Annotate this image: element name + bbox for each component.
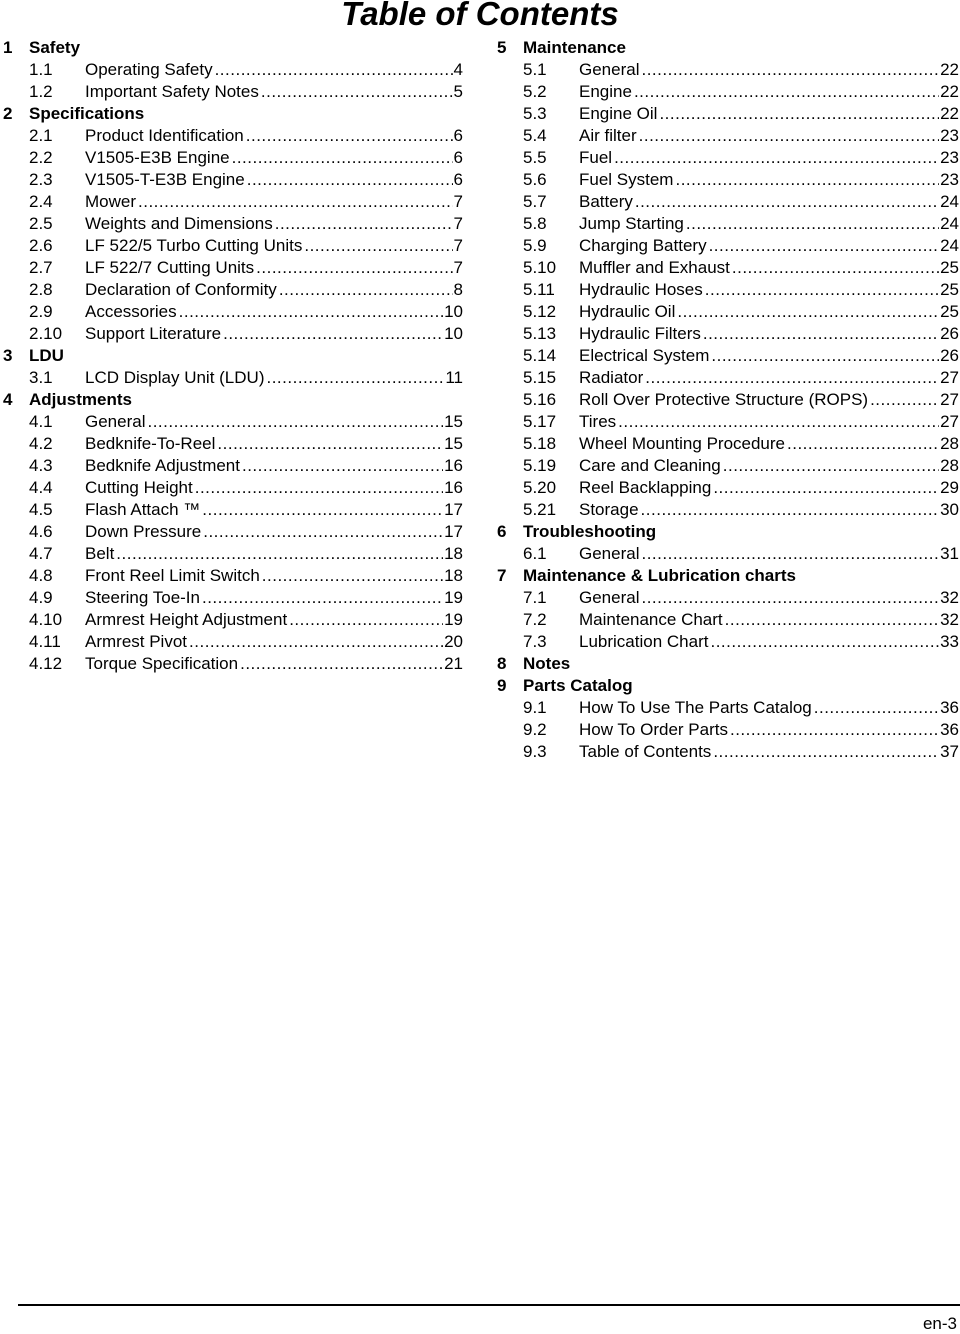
entry-page: 7 (453, 192, 463, 211)
section-number: 6 (497, 522, 507, 541)
entry-number: 9.1 (523, 698, 547, 717)
entry-title: Engine Oil (579, 104, 658, 123)
entry-number: 9.3 (523, 742, 547, 761)
section-title: Maintenance & Lubrication charts (523, 566, 796, 585)
entry-title: General (579, 544, 640, 563)
entry-page: 5 (453, 82, 463, 101)
dot-leader (614, 147, 939, 169)
dot-leader (195, 477, 443, 499)
entry-title: Charging Battery (579, 236, 707, 255)
entry-page: 17 (444, 500, 463, 519)
entry-page: 8 (453, 280, 463, 299)
toc-entry[interactable] (3, 565, 463, 587)
entry-number: 5.12 (523, 302, 557, 321)
dot-leader (256, 257, 452, 279)
section-title: Troubleshooting (523, 522, 657, 541)
toc-entry[interactable] (497, 345, 959, 367)
entry-number: 5.8 (523, 214, 547, 233)
entry-page: 11 (445, 368, 463, 387)
entry-title: Maintenance Chart (579, 610, 723, 629)
entry-page: 15 (444, 434, 463, 453)
dot-leader (639, 125, 939, 147)
section-number: 7 (497, 566, 507, 585)
toc-section-heading[interactable] (3, 37, 463, 59)
dot-leader (710, 631, 939, 653)
dot-leader (705, 279, 939, 301)
section-title: Parts Catalog (523, 676, 633, 695)
dot-leader (261, 81, 453, 103)
dot-leader (711, 345, 939, 367)
entry-number: 4.7 (29, 544, 53, 563)
section-title: LDU (29, 346, 64, 365)
toc-section-heading[interactable] (497, 521, 959, 543)
entry-page: 23 (940, 170, 959, 189)
entry-title: V1505-T-E3B Engine (85, 170, 245, 189)
section-title: Maintenance (523, 38, 626, 57)
entry-page: 26 (940, 324, 959, 343)
entry-title: Table of Contents (579, 742, 712, 761)
dot-leader (232, 147, 453, 169)
toc-entry[interactable] (3, 477, 463, 499)
dot-leader (634, 81, 939, 103)
entry-page: 15 (444, 412, 463, 431)
toc-entry[interactable] (497, 213, 959, 235)
entry-title: Air filter (579, 126, 637, 145)
entry-title: Care and Cleaning (579, 456, 721, 475)
dot-leader (641, 499, 940, 521)
dot-leader (262, 565, 443, 587)
entry-number: 4.4 (29, 478, 53, 497)
entry-number: 2.2 (29, 148, 53, 167)
dot-leader (618, 411, 939, 433)
toc-entry[interactable] (497, 499, 959, 521)
entry-page: 16 (444, 478, 463, 497)
entry-number: 7.1 (523, 588, 547, 607)
toc-entry[interactable] (3, 631, 463, 653)
entry-number: 2.9 (29, 302, 53, 321)
entry-number: 4.11 (29, 632, 61, 651)
entry-title: Fuel System (579, 170, 674, 189)
toc-entry[interactable] (497, 125, 959, 147)
entry-number: 2.1 (29, 126, 53, 145)
entry-page: 10 (444, 324, 463, 343)
toc-entry[interactable] (497, 477, 959, 499)
entry-page: 31 (940, 544, 959, 563)
entry-number: 5.18 (523, 434, 557, 453)
entry-page: 33 (940, 632, 959, 651)
entry-number: 4.10 (29, 610, 63, 629)
dot-leader (686, 213, 939, 235)
entry-page: 6 (453, 148, 463, 167)
dot-leader (730, 719, 939, 741)
toc-entry[interactable] (497, 59, 959, 81)
entry-page: 28 (940, 456, 959, 475)
entry-page: 23 (940, 126, 959, 145)
section-number: 8 (497, 654, 507, 673)
toc-section-heading[interactable] (3, 103, 463, 125)
toc-entry[interactable] (497, 81, 959, 103)
entry-number: 2.3 (29, 170, 53, 189)
entry-number: 4.9 (29, 588, 53, 607)
entry-page: 7 (453, 214, 463, 233)
entry-number: 5.7 (523, 192, 547, 211)
entry-page: 25 (940, 258, 959, 277)
entry-page: 19 (444, 610, 463, 629)
entry-title: General (85, 412, 146, 431)
entry-title: Tires (579, 412, 617, 431)
footer-page-number: en-3 (922, 1314, 957, 1333)
toc-entry[interactable] (497, 741, 959, 763)
section-number: 5 (497, 38, 507, 57)
entry-title: How To Use The Parts Catalog (579, 698, 812, 717)
entry-page: 27 (940, 368, 959, 387)
entry-page: 25 (940, 280, 959, 299)
dot-leader (641, 587, 939, 609)
dot-leader (723, 455, 939, 477)
entry-title: Front Reel Limit Switch (85, 566, 260, 585)
entry-title: Reel Backlapping (579, 478, 712, 497)
entry-number: 2.8 (29, 280, 53, 299)
entry-title: Cutting Height (85, 478, 193, 497)
section-number: 1 (3, 38, 13, 57)
toc-entry[interactable] (497, 235, 959, 257)
entry-title: Weights and Dimensions (85, 214, 273, 233)
section-number: 9 (497, 676, 507, 695)
entry-title: Lubrication Chart (579, 632, 709, 651)
entry-page: 29 (940, 478, 959, 497)
entry-title: Storage (579, 500, 639, 519)
entry-number: 7.2 (523, 610, 547, 629)
entry-title: Bedknife Adjustment (85, 456, 240, 475)
dot-leader (870, 389, 939, 411)
entry-title: Armrest Height Adjustment (85, 610, 288, 629)
entry-title: Bedknife-To-Reel (85, 434, 216, 453)
toc-entry[interactable] (497, 103, 959, 125)
toc-entry[interactable] (3, 499, 463, 521)
dot-leader (713, 477, 939, 499)
toc-entry[interactable] (3, 455, 463, 477)
entry-number: 3.1 (29, 368, 53, 387)
toc-entry[interactable] (3, 587, 463, 609)
entry-title: Accessories (85, 302, 177, 321)
entry-title: Mower (85, 192, 137, 211)
entry-title: Important Safety Notes (85, 82, 259, 101)
dot-leader (675, 169, 939, 191)
dot-leader (242, 455, 443, 477)
entry-title: Armrest Pivot (85, 632, 188, 651)
entry-page: 19 (444, 588, 463, 607)
dot-leader (266, 367, 444, 389)
toc-section-heading[interactable] (497, 565, 959, 587)
toc-entry[interactable] (497, 719, 959, 741)
entry-title: Steering Toe-In (85, 588, 200, 607)
entry-number: 5.5 (523, 148, 547, 167)
entry-number: 4.6 (29, 522, 53, 541)
toc-entry[interactable] (3, 81, 463, 103)
dot-leader (787, 433, 939, 455)
dot-leader (304, 235, 452, 257)
dot-leader (635, 191, 939, 213)
toc-entry[interactable] (497, 147, 959, 169)
entry-title: Support Literature (85, 324, 222, 343)
dot-leader (247, 169, 453, 191)
entry-page: 27 (940, 390, 959, 409)
entry-page: 4 (453, 60, 463, 79)
entry-number: 5.6 (523, 170, 547, 189)
entry-number: 5.9 (523, 236, 547, 255)
entry-title: General (579, 60, 640, 79)
dot-leader (202, 499, 443, 521)
entry-page: 7 (453, 258, 463, 277)
entry-title: Muffler and Exhaust (579, 258, 730, 277)
toc-entry[interactable] (497, 191, 959, 213)
entry-title: Battery (579, 192, 633, 211)
entry-title: Down Pressure (85, 522, 202, 541)
dot-leader (217, 433, 443, 455)
entry-title: Belt (85, 544, 115, 563)
toc-entry[interactable] (3, 521, 463, 543)
page-title: Table of Contents (341, 0, 619, 32)
entry-number: 4.5 (29, 500, 53, 519)
entry-title: LF 522/5 Turbo Cutting Units (85, 236, 303, 255)
entry-title: Hydraulic Oil (579, 302, 676, 321)
section-number: 2 (3, 104, 13, 123)
dot-leader (709, 235, 940, 257)
entry-number: 6.1 (523, 544, 547, 563)
toc-entry[interactable] (497, 279, 959, 301)
toc-entry[interactable] (497, 697, 959, 719)
toc-entry[interactable] (3, 301, 463, 323)
toc-entry[interactable] (497, 433, 959, 455)
entry-page: 24 (940, 192, 959, 211)
entry-number: 5.20 (523, 478, 557, 497)
entry-title: Operating Safety (85, 60, 213, 79)
entry-page: 36 (940, 720, 959, 739)
dot-leader (179, 301, 443, 323)
entry-number: 5.17 (523, 412, 557, 431)
dot-leader (713, 741, 939, 763)
dot-leader (215, 59, 453, 81)
toc-entry[interactable] (497, 455, 959, 477)
toc-section-heading[interactable] (497, 675, 959, 697)
toc-section-heading[interactable] (497, 653, 959, 675)
toc-entry[interactable] (3, 609, 463, 631)
dot-leader (677, 301, 939, 323)
entry-title: Radiator (579, 368, 644, 387)
entry-number: 4.3 (29, 456, 53, 475)
dot-leader (202, 587, 443, 609)
entry-number: 5.11 (523, 280, 555, 299)
toc-entry[interactable] (3, 653, 463, 675)
toc-section-heading[interactable] (3, 389, 463, 411)
toc-entry[interactable] (497, 631, 959, 653)
entry-title: Roll Over Protective Structure (ROPS) (579, 390, 869, 409)
section-title: Safety (29, 38, 81, 57)
entry-page: 6 (453, 170, 463, 189)
dot-leader (147, 411, 443, 433)
entry-number: 5.19 (523, 456, 557, 475)
entry-title: LF 522/7 Cutting Units (85, 258, 255, 277)
toc-entry[interactable] (497, 367, 959, 389)
toc-entry[interactable] (3, 147, 463, 169)
toc-entry[interactable] (497, 609, 959, 631)
toc-entry[interactable] (3, 169, 463, 191)
entry-title: Wheel Mounting Procedure (579, 434, 786, 453)
entry-number: 5.10 (523, 258, 557, 277)
entry-title: Product Identification (85, 126, 244, 145)
dot-leader (279, 279, 453, 301)
entry-number: 1.2 (29, 82, 53, 101)
entry-page: 21 (444, 654, 463, 673)
entry-title: V1505-E3B Engine (85, 148, 230, 167)
entry-page: 22 (940, 60, 959, 79)
entry-page: 6 (453, 126, 463, 145)
toc-entry[interactable] (497, 389, 959, 411)
dot-leader (189, 631, 443, 653)
entry-title: Hydraulic Filters (579, 324, 701, 343)
footer-rule (18, 1304, 960, 1306)
dot-leader (641, 543, 939, 565)
entry-page: 17 (444, 522, 463, 541)
entry-number: 4.8 (29, 566, 53, 585)
dot-leader (659, 103, 939, 125)
entry-page: 27 (940, 412, 959, 431)
entry-page: 22 (940, 104, 959, 123)
entry-number: 2.10 (29, 324, 63, 343)
dot-leader (641, 59, 939, 81)
toc-entry[interactable] (3, 433, 463, 455)
toc-entry[interactable] (3, 213, 463, 235)
entry-page: 25 (940, 302, 959, 321)
entry-number: 7.3 (523, 632, 547, 651)
toc-entry[interactable] (3, 323, 463, 345)
entry-title: Fuel (579, 148, 613, 167)
toc-entry[interactable] (497, 169, 959, 191)
entry-number: 5.2 (523, 82, 547, 101)
entry-title: Engine (579, 82, 632, 101)
entry-title: General (579, 588, 640, 607)
dot-leader (138, 191, 453, 213)
toc-entry[interactable] (3, 367, 463, 389)
section-number: 3 (3, 346, 13, 365)
entry-number: 9.2 (523, 720, 547, 739)
entry-title: How To Order Parts (579, 720, 728, 739)
entry-page: 36 (940, 698, 959, 717)
section-number: 4 (3, 390, 13, 409)
entry-page: 30 (940, 500, 959, 519)
entry-title: Electrical System (579, 346, 710, 365)
dot-leader (246, 125, 453, 147)
entry-number: 5.15 (523, 368, 557, 387)
entry-title: LCD Display Unit (LDU) (85, 368, 265, 387)
entry-number: 2.4 (29, 192, 53, 211)
entry-page: 26 (940, 346, 959, 365)
entry-page: 24 (940, 214, 959, 233)
entry-page: 18 (444, 544, 463, 563)
toc-entry[interactable] (497, 543, 959, 565)
entry-page: 24 (940, 236, 959, 255)
entry-page: 32 (940, 610, 959, 629)
entry-number: 5.3 (523, 104, 547, 123)
section-title: Specifications (29, 104, 145, 123)
entry-number: 4.12 (29, 654, 63, 673)
entry-number: 5.16 (523, 390, 557, 409)
entry-page: 23 (940, 148, 959, 167)
entry-number: 5.1 (523, 60, 547, 79)
entry-number: 2.5 (29, 214, 53, 233)
toc-entry[interactable] (3, 279, 463, 301)
entry-title: Torque Specification (85, 654, 239, 673)
dot-leader (223, 323, 443, 345)
entry-title: Declaration of Conformity (85, 280, 277, 299)
toc-left-column (3, 37, 463, 675)
entry-page: 37 (940, 742, 959, 761)
dot-leader (240, 653, 443, 675)
entry-page: 22 (940, 82, 959, 101)
entry-page: 7 (453, 236, 463, 255)
entry-page: 10 (444, 302, 463, 321)
toc-entry[interactable] (497, 301, 959, 323)
toc-entry[interactable] (3, 59, 463, 81)
entry-page: 28 (940, 434, 959, 453)
toc-entry[interactable] (3, 191, 463, 213)
toc-entry[interactable] (3, 543, 463, 565)
toc-entry[interactable] (497, 257, 959, 279)
entry-number: 5.14 (523, 346, 557, 365)
entry-number: 5.21 (523, 500, 557, 519)
dot-leader (645, 367, 939, 389)
dot-leader (203, 521, 443, 543)
entry-number: 5.4 (523, 126, 547, 145)
toc-entry[interactable] (497, 411, 959, 433)
entry-number: 1.1 (29, 60, 53, 79)
toc-entry[interactable] (3, 125, 463, 147)
entry-title: Flash Attach ™ (85, 500, 201, 519)
toc-section-heading[interactable] (3, 345, 463, 367)
toc-entry[interactable] (3, 235, 463, 257)
entry-page: 20 (444, 632, 463, 651)
toc-right-column (497, 37, 959, 763)
entry-number: 4.2 (29, 434, 53, 453)
toc-entry[interactable] (497, 587, 959, 609)
entry-page: 18 (444, 566, 463, 585)
entry-number: 4.1 (29, 412, 53, 431)
dot-leader (732, 257, 939, 279)
entry-number: 2.6 (29, 236, 53, 255)
entry-title: Jump Starting (579, 214, 684, 233)
entry-title: Hydraulic Hoses (579, 280, 703, 299)
toc-section-heading[interactable] (497, 37, 959, 59)
dot-leader (289, 609, 443, 631)
entry-number: 5.13 (523, 324, 557, 343)
entry-page: 32 (940, 588, 959, 607)
toc-entry[interactable] (3, 411, 463, 433)
entry-page: 16 (444, 456, 463, 475)
dot-leader (703, 323, 939, 345)
dot-leader (275, 213, 453, 235)
dot-leader (725, 609, 939, 631)
toc-entry[interactable] (497, 323, 959, 345)
section-title: Adjustments (29, 390, 132, 409)
dot-leader (116, 543, 443, 565)
section-title: Notes (523, 654, 571, 673)
entry-number: 2.7 (29, 258, 53, 277)
toc-entry[interactable] (3, 257, 463, 279)
dot-leader (814, 697, 939, 719)
